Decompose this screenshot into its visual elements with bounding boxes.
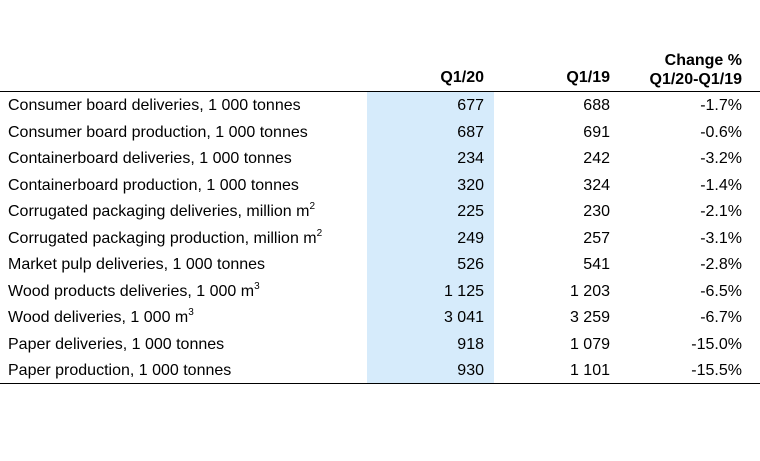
cell-q119: 1 203 bbox=[569, 282, 610, 300]
table-bottom-rule bbox=[0, 383, 760, 384]
unit-superscript: 3 bbox=[254, 280, 260, 292]
cell-change: -2.1% bbox=[700, 203, 742, 220]
row-label: Consumer board production, 1 000 tonnes bbox=[8, 123, 308, 141]
table-row bbox=[0, 198, 760, 225]
cell-q120: 918 bbox=[457, 335, 484, 353]
table-row bbox=[0, 278, 760, 305]
cell-q119: 230 bbox=[583, 203, 610, 220]
cell-change: -15.5% bbox=[691, 362, 742, 379]
row-label: Wood deliveries, 1 000 $m^3$ bbox=[8, 307, 194, 326]
table-body bbox=[0, 92, 760, 384]
unit-superscript: 3 bbox=[188, 307, 194, 318]
row-label: Paper deliveries, 1 000 tonnes bbox=[8, 335, 225, 353]
row-label: Consumer board deliveries, 1 000 tonnes bbox=[8, 97, 301, 114]
cell-change: -3.1% bbox=[700, 229, 742, 247]
table-row bbox=[0, 172, 760, 199]
row-label: Containerboard production, 1 000 tonnes bbox=[8, 176, 299, 194]
table-row bbox=[0, 304, 760, 331]
cell-change: -6.5% bbox=[700, 282, 742, 300]
header-q119: Q1/19 bbox=[566, 69, 610, 86]
table-row bbox=[0, 119, 760, 146]
row-label: Wood products deliveries, 1 000 $m^3$ bbox=[8, 280, 260, 300]
cell-q120: 526 bbox=[457, 256, 484, 273]
cell-q119: 257 bbox=[583, 229, 610, 247]
cell-q119: 691 bbox=[583, 123, 610, 141]
cell-q120: 1 125 bbox=[443, 282, 484, 300]
header-q120: Q1/20 bbox=[440, 69, 484, 86]
cell-q119: 1 101 bbox=[569, 362, 610, 379]
cell-q120: 930 bbox=[457, 362, 484, 379]
cell-q119: 3 259 bbox=[569, 309, 610, 326]
cell-q119: 541 bbox=[583, 256, 610, 273]
row-label: Market pulp deliveries, 1 000 tonnes bbox=[8, 256, 266, 273]
row-label: Corrugated packaging production, million $m^2$ bbox=[8, 227, 323, 247]
cell-q119: 324 bbox=[583, 176, 610, 194]
unit-superscript: 2 bbox=[316, 227, 323, 239]
table-row bbox=[0, 225, 760, 252]
table-row bbox=[0, 331, 760, 358]
cell-q120: 3 041 bbox=[443, 309, 484, 326]
cell-change: -3.2% bbox=[700, 150, 742, 167]
table-row bbox=[0, 251, 760, 278]
unit-superscript: 2 bbox=[309, 201, 316, 212]
header-change-line2: Q1/20-Q1/19 bbox=[649, 71, 742, 88]
row-label: Containerboard deliveries, 1 000 tonnes bbox=[8, 150, 292, 167]
cell-q119: 688 bbox=[583, 97, 610, 114]
cell-change: -2.8% bbox=[700, 256, 742, 273]
header-change bbox=[610, 51, 742, 89]
cell-q120: 677 bbox=[457, 97, 484, 114]
row-label: Corrugated packaging deliveries, million $m^2$ bbox=[8, 201, 316, 220]
cell-change: -1.4% bbox=[700, 176, 742, 194]
table-row bbox=[0, 145, 760, 172]
cell-q119: 242 bbox=[583, 150, 610, 167]
cell-q120: 225 bbox=[457, 203, 484, 220]
cell-change: -1.7% bbox=[700, 97, 742, 114]
cell-q120: 234 bbox=[457, 150, 484, 167]
table-row bbox=[0, 92, 760, 119]
cell-q120: 320 bbox=[457, 176, 484, 194]
table-row bbox=[0, 357, 760, 384]
row-label: Paper production, 1 000 tonnes bbox=[8, 362, 232, 379]
cell-q119: 1 079 bbox=[569, 335, 610, 353]
cell-change: -6.7% bbox=[700, 309, 742, 326]
cell-change: -15.0% bbox=[691, 335, 742, 353]
header-change-line1: Change % bbox=[664, 52, 742, 69]
cell-q120: 687 bbox=[457, 123, 484, 141]
cell-q120: 249 bbox=[457, 229, 484, 247]
cell-change: -0.6% bbox=[700, 123, 742, 141]
